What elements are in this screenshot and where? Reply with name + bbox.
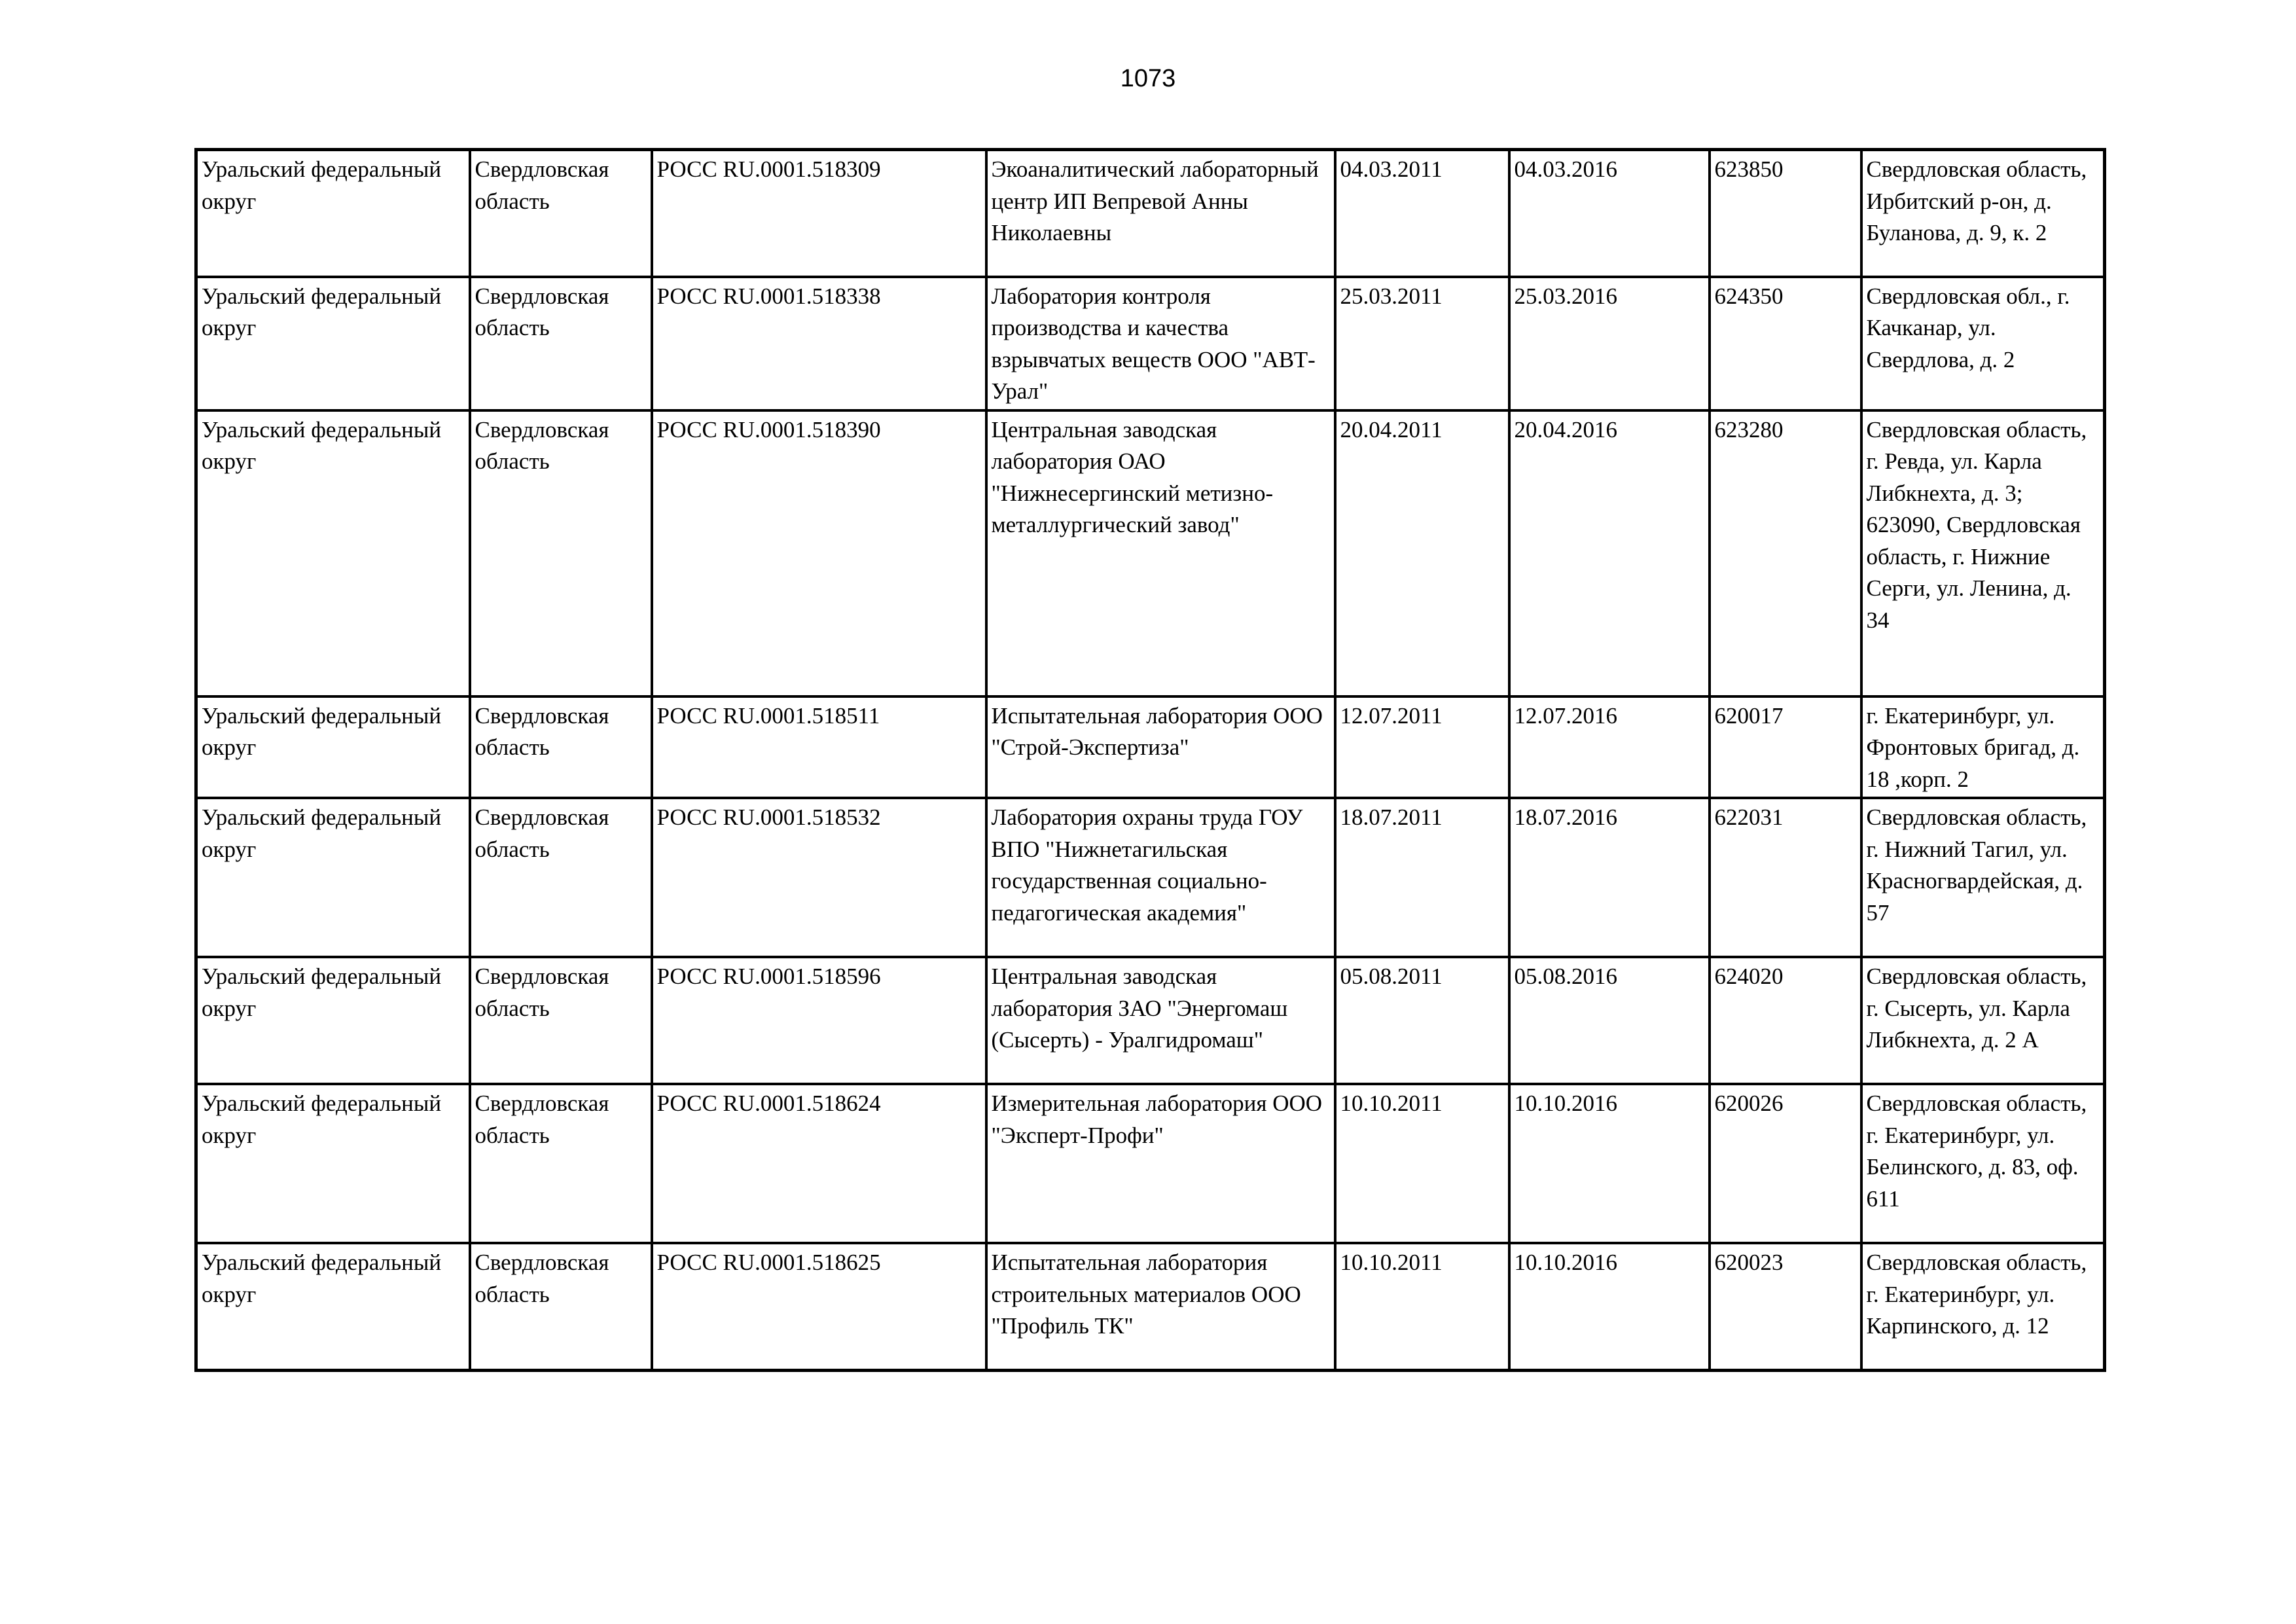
address-cell: Свердловская область, г. Екатеринбург, ул. Карпинского, д. 12 xyxy=(1861,1243,2105,1370)
date-end-cell: 25.03.2016 xyxy=(1509,277,1710,410)
registration-number-cell: РОСС RU.0001.518625 xyxy=(652,1243,986,1370)
district-cell: Уральский федеральный округ xyxy=(196,1084,470,1243)
district-cell: Уральский федеральный округ xyxy=(196,150,470,277)
date-start-cell: 20.04.2011 xyxy=(1335,410,1509,696)
registration-number-cell: РОСС RU.0001.518511 xyxy=(652,696,986,799)
region-cell: Свердловская область xyxy=(470,277,652,410)
laboratory-name-cell: Центральная заводская лаборатория ОАО "Нижнесергинский метизно-металлургический завод" xyxy=(986,410,1335,696)
region-cell: Свердловская область xyxy=(470,696,652,799)
postal-index-cell: 620023 xyxy=(1710,1243,1861,1370)
laboratory-name-cell: Центральная заводская лаборатория ЗАО "Энергомаш (Сысерть) - Уралгидромаш" xyxy=(986,957,1335,1084)
address-cell: Свердловская область, г. Екатеринбург, ул. Белинского, д. 83, оф. 611 xyxy=(1861,1084,2105,1243)
district-cell: Уральский федеральный округ xyxy=(196,410,470,696)
table-row xyxy=(196,1084,2105,1243)
region-cell: Свердловская область xyxy=(470,410,652,696)
laboratory-name-cell: Лаборатория контроля производства и качества взрывчатых веществ ООО "АВТ-Урал" xyxy=(986,277,1335,410)
table-row xyxy=(196,410,2105,696)
registration-number-cell: РОСС RU.0001.518532 xyxy=(652,798,986,957)
date-start-cell: 04.03.2011 xyxy=(1335,150,1509,277)
registration-number-cell: РОСС RU.0001.518309 xyxy=(652,150,986,277)
date-end-cell: 18.07.2016 xyxy=(1509,798,1710,957)
laboratory-name-cell: Испытательная лаборатория ООО "Строй-Экспертиза" xyxy=(986,696,1335,799)
laboratory-name-cell: Экоаналитический лабораторный центр ИП Вепревой Анны Николаевны xyxy=(986,150,1335,277)
date-start-cell: 10.10.2011 xyxy=(1335,1084,1509,1243)
district-cell: Уральский федеральный округ xyxy=(196,277,470,410)
table-row xyxy=(196,696,2105,799)
address-cell: Свердловская область, г. Сысерть, ул. Карла Либкнехта, д. 2 А xyxy=(1861,957,2105,1084)
district-cell: Уральский федеральный округ xyxy=(196,798,470,957)
date-start-cell: 25.03.2011 xyxy=(1335,277,1509,410)
address-cell: Свердловская область, г. Нижний Тагил, ул. Красногвардейская, д. 57 xyxy=(1861,798,2105,957)
postal-index-cell: 622031 xyxy=(1710,798,1861,957)
district-cell: Уральский федеральный округ xyxy=(196,1243,470,1370)
postal-index-cell: 620026 xyxy=(1710,1084,1861,1243)
date-end-cell: 20.04.2016 xyxy=(1509,410,1710,696)
district-cell: Уральский федеральный округ xyxy=(196,696,470,799)
registration-number-cell: РОСС RU.0001.518338 xyxy=(652,277,986,410)
date-start-cell: 12.07.2011 xyxy=(1335,696,1509,799)
region-cell: Свердловская область xyxy=(470,1243,652,1370)
table-row xyxy=(196,277,2105,410)
page-number: 1073 xyxy=(1120,65,1176,92)
district-cell: Уральский федеральный округ xyxy=(196,957,470,1084)
registration-number-cell: РОСС RU.0001.518596 xyxy=(652,957,986,1084)
date-end-cell: 10.10.2016 xyxy=(1509,1084,1710,1243)
table-row xyxy=(196,1243,2105,1370)
address-cell: Свердловская обл., г. Качканар, ул. Свердлова, д. 2 xyxy=(1861,277,2105,410)
laboratory-name-cell: Измерительная лаборатория ООО "Эксперт-Профи" xyxy=(986,1084,1335,1243)
region-cell: Свердловская область xyxy=(470,150,652,277)
address-cell: г. Екатеринбург, ул. Фронтовых бригад, д. 18 ,корп. 2 xyxy=(1861,696,2105,799)
date-end-cell: 12.07.2016 xyxy=(1509,696,1710,799)
laboratory-name-cell: Испытательная лаборатория строительных материалов ООО "Профиль ТК" xyxy=(986,1243,1335,1370)
date-end-cell: 05.08.2016 xyxy=(1509,957,1710,1084)
postal-index-cell: 623850 xyxy=(1710,150,1861,277)
address-cell: Свердловская область, Ирбитский р-он, д. Буланова, д. 9, к. 2 xyxy=(1861,150,2105,277)
table-row xyxy=(196,957,2105,1084)
registration-number-cell: РОСС RU.0001.518390 xyxy=(652,410,986,696)
table-row xyxy=(196,150,2105,277)
date-start-cell: 18.07.2011 xyxy=(1335,798,1509,957)
date-start-cell: 10.10.2011 xyxy=(1335,1243,1509,1370)
laboratory-name-cell: Лаборатория охраны труда ГОУ ВПО "Нижнетагильская государственная социально-педагогическая академия" xyxy=(986,798,1335,957)
laboratory-registry-table xyxy=(194,148,2106,1372)
date-start-cell: 05.08.2011 xyxy=(1335,957,1509,1084)
address-cell: Свердловская область, г. Ревда, ул. Карла Либкнехта, д. 3; 623090, Свердловская область, г. Нижние Серги, ул. Ленина, д. 34 xyxy=(1861,410,2105,696)
table-row xyxy=(196,798,2105,957)
region-cell: Свердловская область xyxy=(470,957,652,1084)
date-end-cell: 04.03.2016 xyxy=(1509,150,1710,277)
postal-index-cell: 624020 xyxy=(1710,957,1861,1084)
postal-index-cell: 624350 xyxy=(1710,277,1861,410)
postal-index-cell: 620017 xyxy=(1710,696,1861,799)
date-end-cell: 10.10.2016 xyxy=(1509,1243,1710,1370)
registration-number-cell: РОСС RU.0001.518624 xyxy=(652,1084,986,1243)
region-cell: Свердловская область xyxy=(470,1084,652,1243)
region-cell: Свердловская область xyxy=(470,798,652,957)
postal-index-cell: 623280 xyxy=(1710,410,1861,696)
